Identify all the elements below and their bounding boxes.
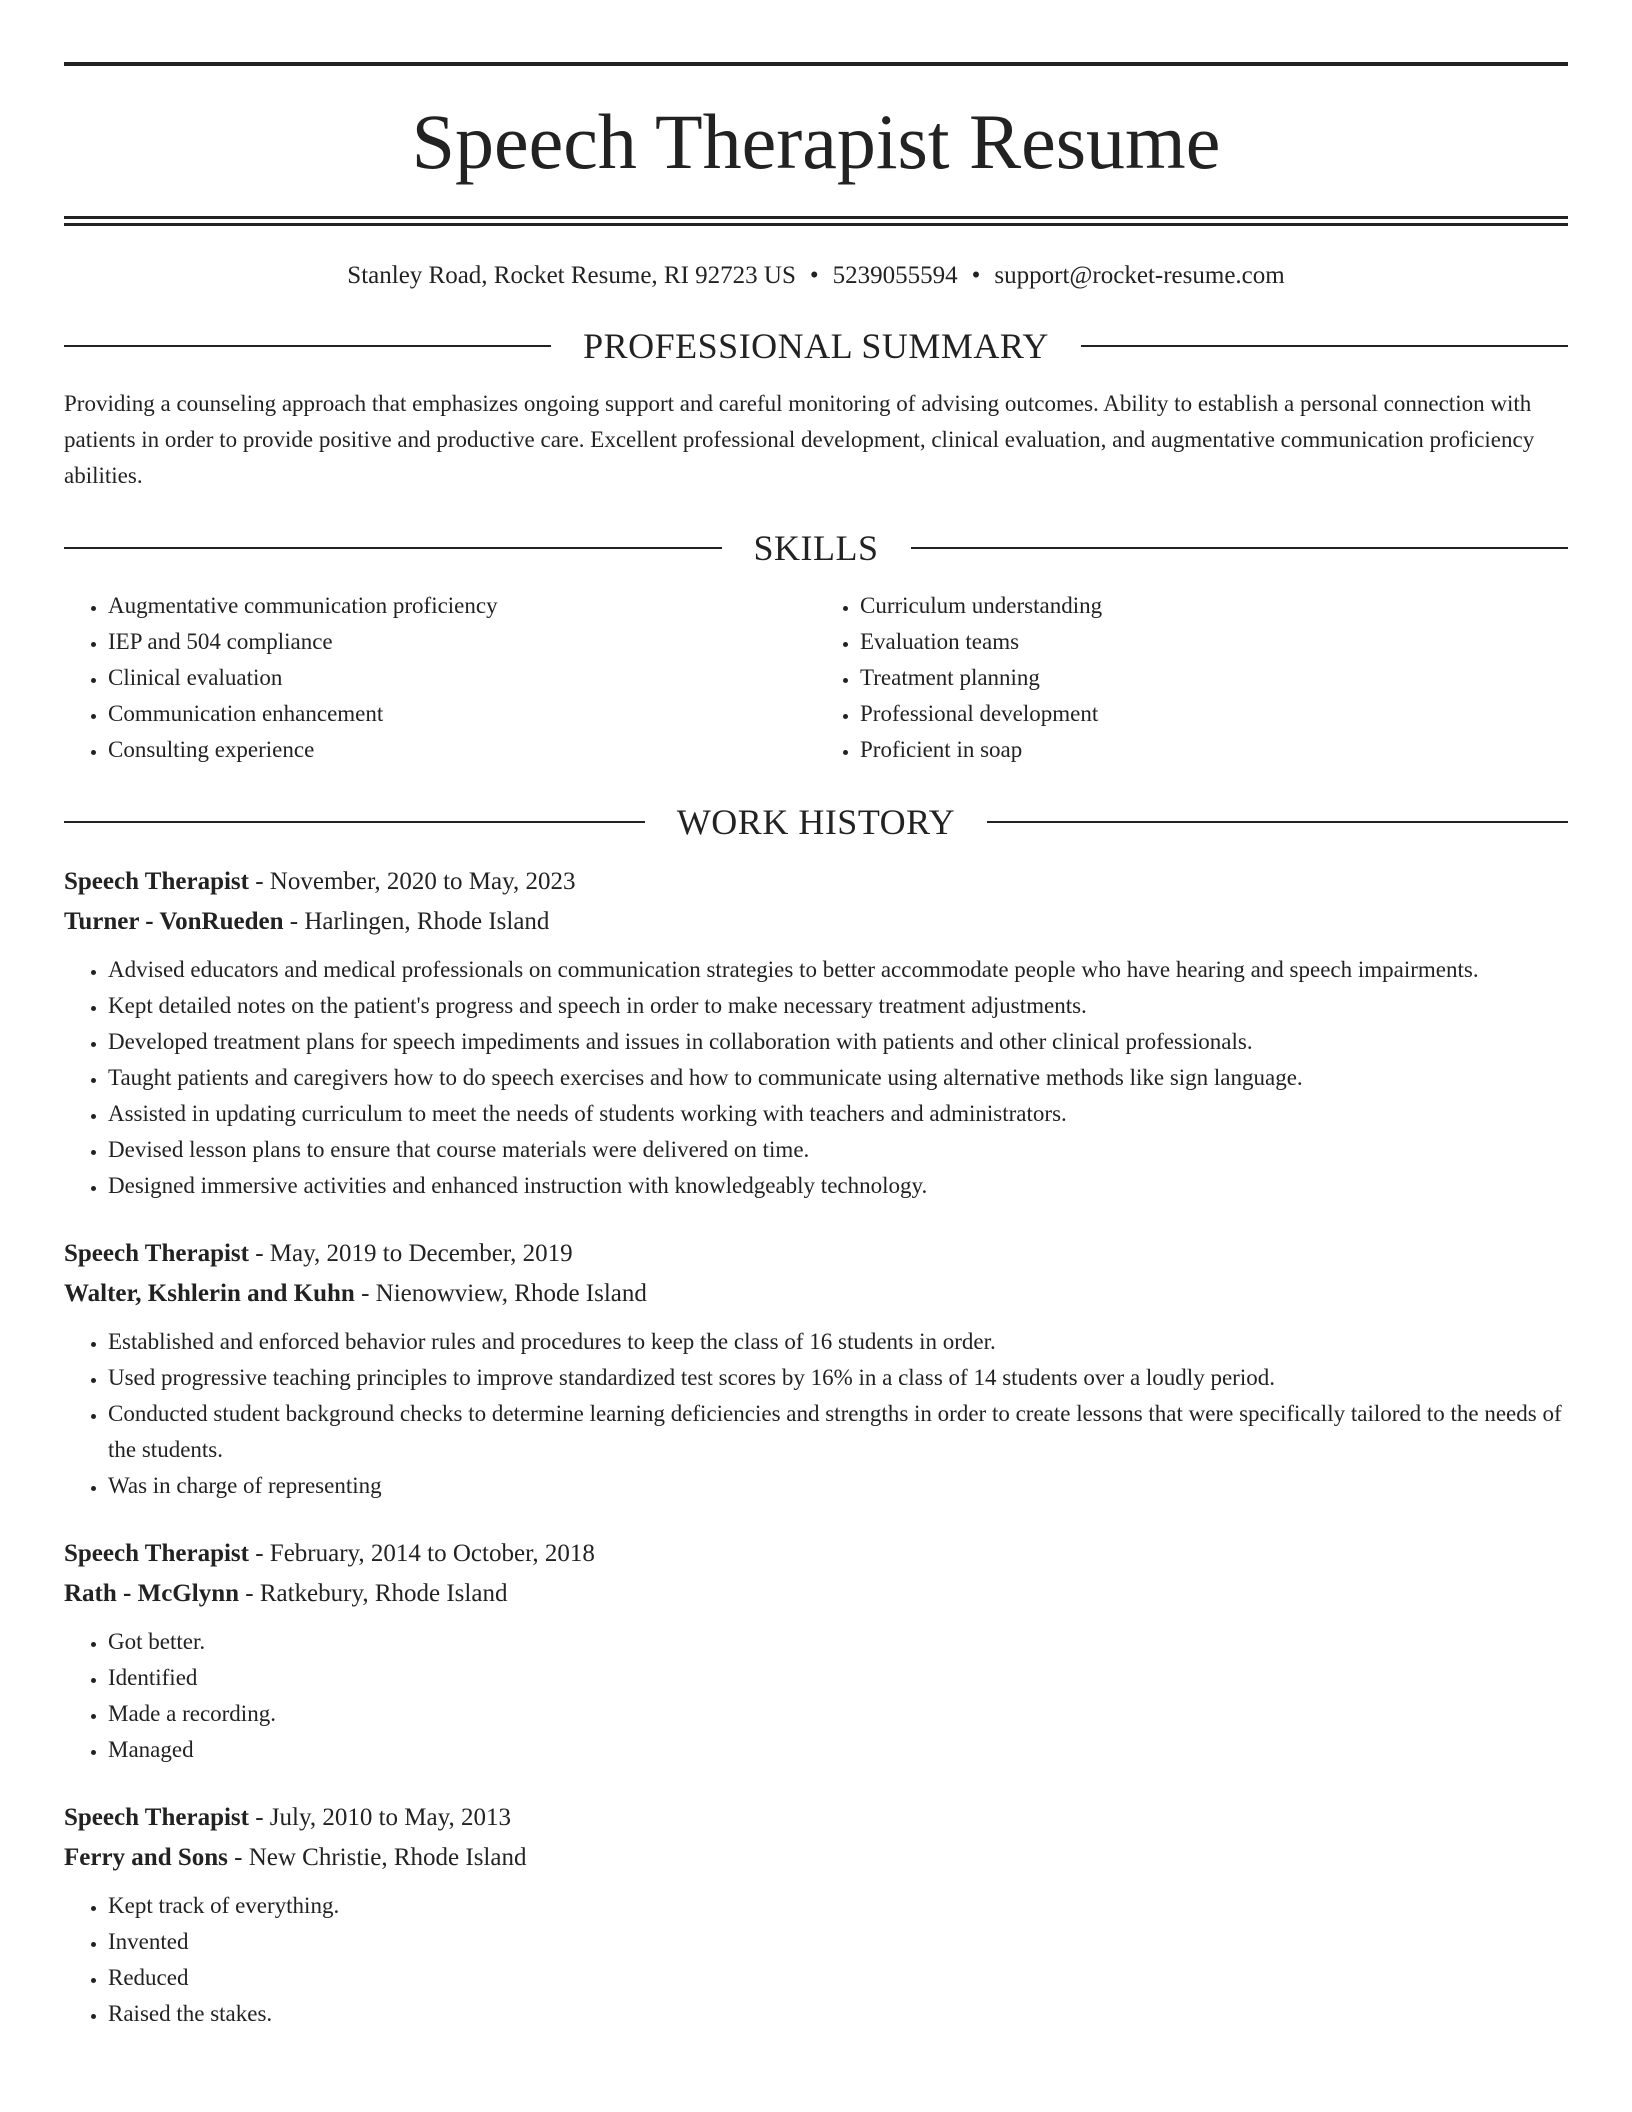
job-company-line <box>64 1574 1568 1614</box>
heading-rule-left <box>64 345 551 347</box>
heading-rule-left <box>64 821 645 823</box>
job-role: Speech Therapist <box>64 1240 249 1267</box>
job-bullet: • Kept detailed notes on the patient's progress and speech in order to make necessary treatment adjustments. <box>108 988 1568 1024</box>
job-dates: - February, 2014 to October, 2018 <box>248 1540 595 1567</box>
heading-rule-right <box>987 821 1568 823</box>
job-bullet: • Made a recording. <box>108 1696 1568 1732</box>
job-title-line <box>64 1234 1568 1274</box>
job-company: Rath - McGlynn <box>64 1580 239 1607</box>
summary-heading-label: PROFESSIONAL SUMMARY <box>583 326 1049 366</box>
job-bullet: • Reduced <box>108 1960 1568 1996</box>
heading-rule-right <box>1081 345 1568 347</box>
skill-item: • IEP and 504 compliance <box>108 624 816 660</box>
job-bullets <box>64 1888 1568 2032</box>
skills-heading-label: SKILLS <box>753 528 879 568</box>
job-bullets <box>64 952 1568 1204</box>
skills-column-right <box>816 588 1568 768</box>
top-rule <box>64 62 1568 66</box>
title-double-rule <box>64 216 1568 226</box>
job-dates: - May, 2019 to December, 2019 <box>248 1240 573 1267</box>
job-bullet: • Conducted student background checks to determine learning deficiencies and strengths in order to create lessons that were specifically tailored to the needs of the students. <box>108 1396 1568 1468</box>
heading-rule-right <box>911 547 1569 549</box>
job-bullet: • Invented <box>108 1924 1568 1960</box>
resume-page <box>64 62 1568 2032</box>
job-bullet: • Assisted in updating curriculum to meet the needs of students working with teachers and administrators. <box>108 1096 1568 1132</box>
job-title-line <box>64 1798 1568 1838</box>
job-bullet: • Developed treatment plans for speech impediments and issues in collaboration with patients and other clinical professionals. <box>108 1024 1568 1060</box>
skill-item: • Consulting experience <box>108 732 816 768</box>
skill-item: • Evaluation teams <box>860 624 1568 660</box>
job-bullet: • Raised the stakes. <box>108 1996 1568 2032</box>
contact-address: Stanley Road, Rocket Resume, RI 92723 US <box>347 262 796 289</box>
skill-item: • Treatment planning <box>860 660 1568 696</box>
job-bullet: • Devised lesson plans to ensure that course materials were delivered on time. <box>108 1132 1568 1168</box>
contact-phone[interactable]: 5239055594 <box>832 262 958 289</box>
job-bullet: • Was in charge of representing <box>108 1468 1568 1504</box>
job-location: - Ratkebury, Rhode Island <box>239 1580 508 1607</box>
skill-item: • Augmentative communication proficiency <box>108 588 816 624</box>
skill-item: • Communication enhancement <box>108 696 816 732</box>
job-title-line <box>64 1534 1568 1574</box>
job-role: Speech Therapist <box>64 868 249 895</box>
job-company-line <box>64 1838 1568 1878</box>
skill-item: • Clinical evaluation <box>108 660 816 696</box>
job-location: - New Christie, Rhode Island <box>227 1844 527 1871</box>
job-entry <box>64 1798 1568 2032</box>
contact-separator: • <box>809 262 819 289</box>
resume-title: Speech Therapist Resume <box>411 98 1221 185</box>
work-heading <box>64 802 1568 842</box>
job-location: - Harlingen, Rhode Island <box>283 908 550 935</box>
skills-column-left <box>64 588 816 768</box>
job-role: Speech Therapist <box>64 1540 249 1567</box>
contact-separator: • <box>971 262 981 289</box>
summary-heading <box>64 326 1568 366</box>
job-bullet: • Designed immersive activities and enhanced instruction with knowledgeably technology. <box>108 1168 1568 1204</box>
skill-item: • Professional development <box>860 696 1568 732</box>
job-entry <box>64 1234 1568 1504</box>
summary-text: Providing a counseling approach that emphasizes ongoing support and careful monitoring of advising outcomes. Ability to establish a personal connection with patients in order to provide positive and productive care. Excellent professional development, clinical evaluation, and augmentative communication proficiency abilities. <box>64 391 1535 488</box>
job-company: Turner - VonRueden <box>64 908 284 935</box>
contact-email[interactable]: support@rocket-resume.com <box>994 262 1285 289</box>
job-company: Walter, Kshlerin and Kuhn <box>64 1280 355 1307</box>
job-bullet: • Advised educators and medical professionals on communication strategies to better accommodate people who have hearing and speech impairments. <box>108 952 1568 988</box>
job-bullet: • Used progressive teaching principles to improve standardized test scores by 16% in a class of 14 students over a loudly period. <box>108 1360 1568 1396</box>
job-bullet: • Identified <box>108 1660 1568 1696</box>
job-bullet: • Taught patients and caregivers how to do speech exercises and how to communicate using alternative methods like sign language. <box>108 1060 1568 1096</box>
job-bullet: • Kept track of everything. <box>108 1888 1568 1924</box>
job-company: Ferry and Sons <box>64 1844 228 1871</box>
job-title-line <box>64 862 1568 902</box>
job-bullet: • Established and enforced behavior rules and procedures to keep the class of 16 students in order. <box>108 1324 1568 1360</box>
skills-heading <box>64 528 1568 568</box>
job-entry <box>64 1534 1568 1768</box>
job-entry <box>64 862 1568 1204</box>
work-heading-label: WORK HISTORY <box>676 802 956 842</box>
job-location: - Nienowview, Rhode Island <box>354 1280 647 1307</box>
job-dates: - July, 2010 to May, 2013 <box>248 1804 512 1831</box>
job-bullet: • Managed <box>108 1732 1568 1768</box>
contact-line <box>64 260 1568 292</box>
job-bullets <box>64 1624 1568 1768</box>
job-dates: - November, 2020 to May, 2023 <box>248 868 576 895</box>
job-company-line <box>64 902 1568 942</box>
skill-item: • Curriculum understanding <box>860 588 1568 624</box>
job-company-line <box>64 1274 1568 1314</box>
skill-item: • Proficient in soap <box>860 732 1568 768</box>
job-role: Speech Therapist <box>64 1804 249 1831</box>
job-bullet: • Got better. <box>108 1624 1568 1660</box>
job-bullets <box>64 1324 1568 1504</box>
skills-list <box>64 588 1568 768</box>
heading-rule-left <box>64 547 722 549</box>
